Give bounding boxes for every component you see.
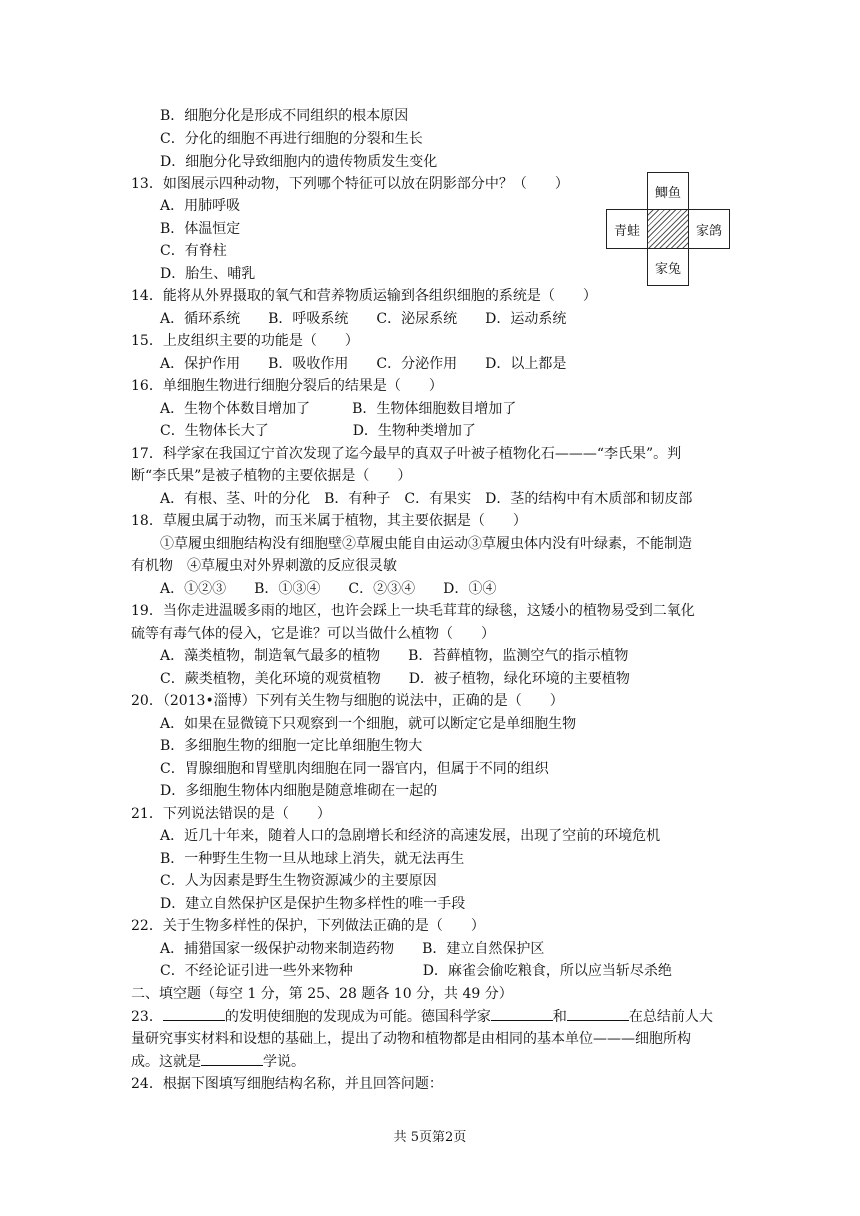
q20-option-c: C．胃腺细胞和胃壁肌肉细胞在同一器官内，但属于不同的组织 <box>160 761 549 777</box>
q23-text-2: 和 <box>552 1009 567 1025</box>
section-heading: 二、填空题（每空 1 分，第 25、28 题各 10 分，共 49 分） <box>131 986 513 1002</box>
q23-text-5: 学说。 <box>263 1054 305 1070</box>
q15-options: A．保护作用 B．吸收作用 C．分泌作用 D．以上都是 <box>160 356 567 372</box>
animal-cross-figure <box>606 172 730 286</box>
q19-stem-line2: 硫等有毒气体的侵入，它是谁？可以当做什么植物（ ） <box>131 626 495 642</box>
q24-stem: 24．根据下图填写细胞结构名称，并且回答问题： <box>131 1076 443 1092</box>
q23-blank-2[interactable] <box>491 1006 553 1021</box>
figure-top-box: 鲫鱼 <box>647 172 689 210</box>
q23-line3 <box>131 1051 305 1072</box>
q23-blank-1[interactable] <box>163 1006 225 1021</box>
q21-option-a: A．近几十年来，随着人口的急剧增长和经济的高速发展，出现了空前的环境危机 <box>160 828 661 844</box>
q12-option-b: B．细胞分化是形成不同组织的根本原因 <box>160 108 409 124</box>
q17-stem-line1: 17．科学家在我国辽宁首次发现了迄今最早的真双子叶被子植物化石———“李氏果”。判 <box>131 446 682 462</box>
q18-options: A．①②③ B．①③④ C．②③④ D．①④ <box>160 581 497 597</box>
q22-options-ab: A．捕猎国家一级保护动物来制造药物 B．建立自然保护区 <box>160 941 545 957</box>
q13-option-b: B．体温恒定 <box>160 221 241 237</box>
q13-option-a: A．用肺呼吸 <box>160 198 241 214</box>
q18-stem: 18．草履虫属于动物，而玉米属于植物，其主要依据是（ ） <box>131 513 527 529</box>
q23-text-4: 成。这就是 <box>131 1054 201 1070</box>
q12-option-d: D．细胞分化导致细胞内的遗传物质发生变化 <box>160 154 438 170</box>
q20-option-a: A．如果在显微镜下只观察到一个细胞，就可以断定它是单细胞生物 <box>160 716 577 732</box>
q17-options: A．有根、茎、叶的分化 B．有种子 C．有果实 D．茎的结构中有木质部和韧皮部 <box>160 491 693 507</box>
q14-options: A．循环系统 B．呼吸系统 C．泌尿系统 D．运动系统 <box>160 311 567 327</box>
q21-stem: 21．下列说法错误的是（ ） <box>131 806 331 822</box>
q19-options-cd: C．蕨类植物，美化环境的观赏植物 D．被子植物，绿化环境的主要植物 <box>160 671 630 687</box>
q13-stem: 13．如图展示四种动物，下列哪个特征可以放在阴影部分中？（ ） <box>131 176 569 192</box>
q22-stem: 22．关于生物多样性的保护，下列做法正确的是（ ） <box>131 918 485 934</box>
figure-bottom-box: 家兔 <box>647 248 689 286</box>
q20-option-b: B．多细胞生物的细胞一定比单细胞生物大 <box>160 738 423 754</box>
q21-option-d: D．建立自然保护区是保护生物多样性的唯一手段 <box>160 896 466 912</box>
q20-option-d: D．多细胞生物体内细胞是随意堆砌在一起的 <box>160 783 438 799</box>
q22-options-cd: C．不经论证引进一些外来物种 D．麻雀会偷吃粮食，所以应当斩尽杀绝 <box>160 963 672 979</box>
q23-line1 <box>131 1006 713 1027</box>
figure-right-box: 家鸽 <box>688 209 730 249</box>
q18-statements-line1: ①草履虫细胞结构没有细胞壁②草履虫能自由运动③草履虫体内没有叶绿素，不能制造 <box>160 536 692 552</box>
q16-options-ab: A．生物个体数目增加了 B．生物体细胞数目增加了 <box>160 401 517 417</box>
q13-option-c: C．有脊柱 <box>160 243 227 259</box>
figure-shaded-center <box>647 209 689 249</box>
q16-options-cd: C．生物体长大了 D．生物种类增加了 <box>160 423 476 439</box>
q13-option-d: D．胎生、哺乳 <box>160 266 256 282</box>
q19-options-ab: A．藻类植物，制造氧气最多的植物 B．苔藓植物，监测空气的指示植物 <box>160 648 629 664</box>
q21-option-c: C．人为因素是野生生物资源减少的主要原因 <box>160 873 437 889</box>
q19-stem-line1: 19．当你走进温暖多雨的地区，也许会踩上一块毛茸茸的绿毯，这矮小的植物易受到二氧化 <box>131 603 695 619</box>
q12-option-c: C．分化的细胞不再进行细胞的分裂和生长 <box>160 131 423 147</box>
q14-stem: 14．能将从外界摄取的氧气和营养物质运输到各组织细胞的系统是（ ） <box>131 288 597 304</box>
q18-statements-line2: 有机物 ④草履虫对外界刺激的反应很灵敏 <box>131 558 397 574</box>
q15-stem: 15．上皮组织主要的功能是（ ） <box>131 333 359 349</box>
q16-stem: 16．单细胞生物进行细胞分裂后的结果是（ ） <box>131 378 443 394</box>
page-footer: 共 5页第2页 <box>393 1130 467 1145</box>
q23-blank-4[interactable] <box>201 1051 263 1066</box>
q23-line2: 量研究事实材料和设想的基础上，提出了动物和植物都是由相同的基本单位———细胞所构 <box>131 1031 691 1047</box>
q23-text-1: 的发明使细胞的发现成为可能。德国科学家 <box>224 1009 491 1025</box>
q23-number: 23． <box>131 1009 163 1025</box>
q20-stem: 20．（2013•淄博）下列有关生物与细胞的说法中，正确的是（ ） <box>131 693 564 709</box>
figure-left-box: 青蛙 <box>606 209 648 249</box>
q23-blank-3[interactable] <box>567 1006 629 1021</box>
q21-option-b: B．一种野生生物一旦从地球上消失，就无法再生 <box>160 851 465 867</box>
q23-text-3: 在总结前人大 <box>628 1009 713 1025</box>
q17-stem-line2: 断“李氏果”是被子植物的主要依据是（ ） <box>131 468 412 484</box>
